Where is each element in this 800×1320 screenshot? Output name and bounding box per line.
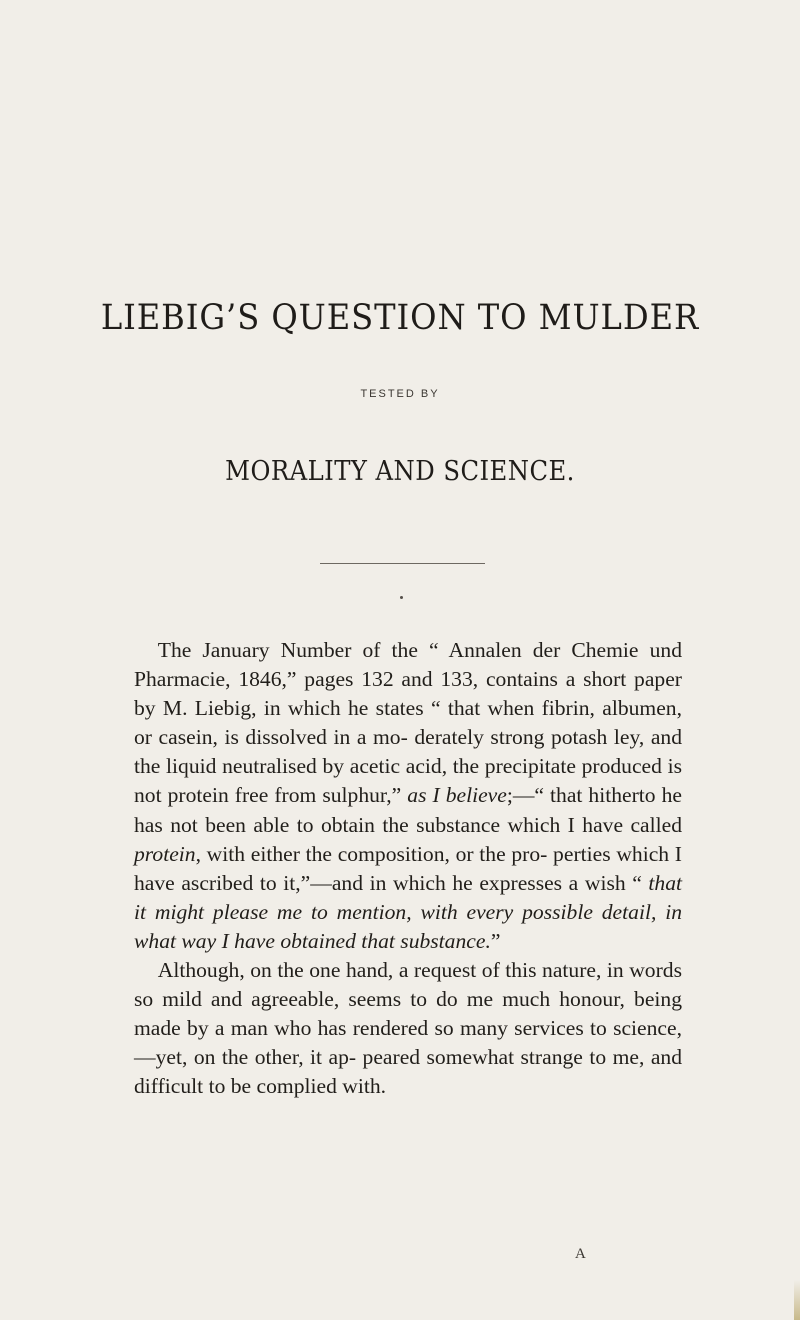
paragraph-1-text-d: ” bbox=[490, 928, 501, 953]
paragraph-1-italic-c: that it might please me to mention, with every possible detail, in what way I have obtained that substance. bbox=[134, 870, 682, 953]
paragraph-1-italic-b: protein bbox=[134, 841, 196, 866]
page-edge-stain bbox=[794, 1280, 800, 1320]
tested-by-label: TESTED BY bbox=[360, 388, 440, 400]
page-subtitle: MORALITY AND SCIENCE. bbox=[225, 456, 575, 487]
paragraph-1-text-a: The January Number of the “ Annalen der Chemie und Pharmacie, 1846,” pages 132 and 133, contains a short paper by M. Liebig, in which he states “ that when fibrin, albumen, or casein, is dissolved in a mo- derately strong potash ley, and the liquid neutralised by acetic acid, the precipitate produced is not protein free from sulphur,” bbox=[134, 638, 682, 808]
page-title: LIEBIG’S QUESTION TO MULDER bbox=[100, 298, 700, 338]
body-text bbox=[134, 636, 682, 1102]
paragraph-1-text-c: , with either the composition, or the pro- perties which I have ascribed to it,”—and in which he expresses a wish “ bbox=[134, 841, 682, 895]
paragraph-1-italic-a: as I believe bbox=[407, 783, 507, 808]
paragraph-2: Although, on the one hand, a request of this nature, in words so mild and agreeable, seems to do me much honour, being made by a man who has rendered so many services to science,—yet, on the other, it ap- peared somewhat strange to me, and difficult to be complied with. bbox=[134, 958, 682, 1099]
paragraph-1-text-b: ;—“ that hitherto he has not been able to obtain the substance which I have called bbox=[134, 783, 682, 837]
signature-mark: A bbox=[575, 1246, 586, 1262]
divider-rule bbox=[320, 563, 485, 564]
paragraph-1 bbox=[134, 636, 682, 956]
ornament-dot bbox=[400, 596, 403, 599]
